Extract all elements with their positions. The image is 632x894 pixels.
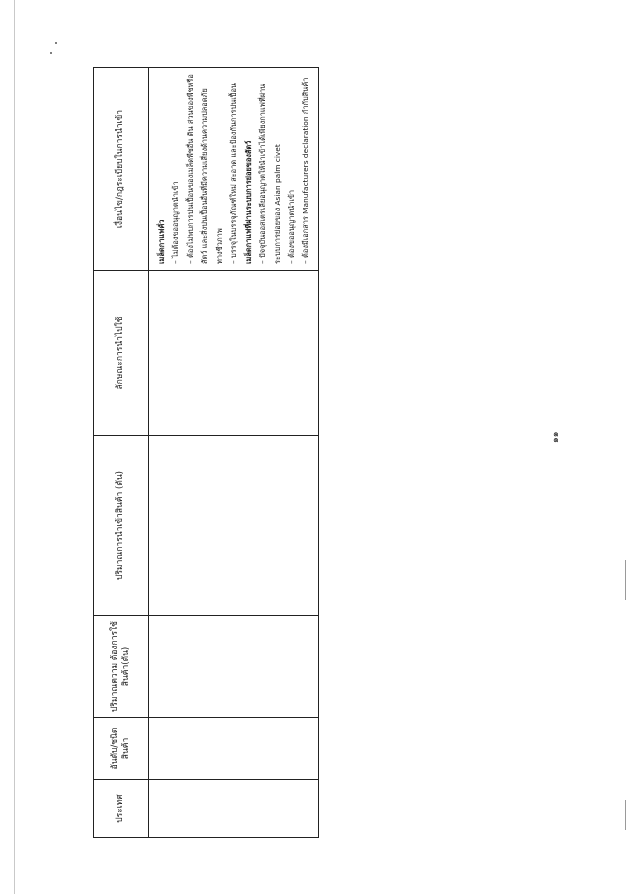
page-number: ๑๑ xyxy=(551,431,561,443)
header-quantity-required: ปริมาณความ ต้องการใช้สินค้า(ตัน) xyxy=(94,616,149,718)
section-title-civet-coffee: เมล็ดกาแฟที่ผ่านระบบการย่อยของสัตว์ xyxy=(243,140,253,264)
condition-line: – ต้องไม่พบการปนเปื้อนของเมล็ดพืชอื่น ดิน ส่วนของพืชหรือ xyxy=(185,74,195,264)
section-title-roasted-coffee: เมล็ดกาแฟคั่ว xyxy=(157,219,166,264)
rotated-table-sheet xyxy=(93,68,311,838)
header-conditions: เงื่อนไข/กฎระเบียบในการนำเข้า xyxy=(94,68,149,271)
header-country: ประเทศ xyxy=(94,780,149,838)
table-row xyxy=(149,68,319,838)
cell-quantity-required xyxy=(149,616,319,718)
condition-line: – ต้องมีเอกสาร Manufacturers declaration กำกับสินค้า xyxy=(301,77,311,264)
cell-conditions xyxy=(149,68,319,271)
cell-country xyxy=(149,780,319,838)
import-conditions-table xyxy=(93,67,319,838)
condition-line: ระบบการย่อยของ Asian palm civet xyxy=(272,144,282,264)
scan-edge xyxy=(14,0,15,894)
condition-line: – ปัจจุบันออสเตรเลียอนุญาตให้นำเข้าได้เพียงกาแฟที่ผ่าน xyxy=(258,83,268,264)
cell-import-quantity xyxy=(149,436,319,616)
condition-line: – บรรจุในบรรจุภัณฑ์ใหม่ สะอาด และป้องกันการปนเปื้อน xyxy=(229,83,239,264)
scan-speck xyxy=(55,42,57,44)
header-usage: ลักษณะการนำไปใช้ xyxy=(94,271,149,436)
scan-edge-mark xyxy=(625,560,626,600)
scan-edge-mark xyxy=(625,800,626,830)
condition-line: ทางชีวภาพ xyxy=(214,228,224,264)
condition-line: สัตว์ และสิ่งปนเปื้อนอื่นที่มีความเสี่ยงด้านความปลอดภัย xyxy=(200,88,210,264)
header-kind: อันดับ/ชนิด สินค้า xyxy=(94,718,149,780)
condition-line: – ต้องขออนุญาตนำเข้า xyxy=(286,189,296,264)
condition-line: – ไม่ต้องขออนุญาตนำเข้า xyxy=(171,181,181,264)
conditions-text xyxy=(149,68,318,270)
scan-speck xyxy=(50,52,52,54)
cell-kind xyxy=(149,718,319,780)
table-header-row xyxy=(94,68,149,838)
header-import-quantity: ปริมาณการนำเข้าสินค้า (ตัน) xyxy=(94,436,149,616)
cell-usage xyxy=(149,271,319,436)
